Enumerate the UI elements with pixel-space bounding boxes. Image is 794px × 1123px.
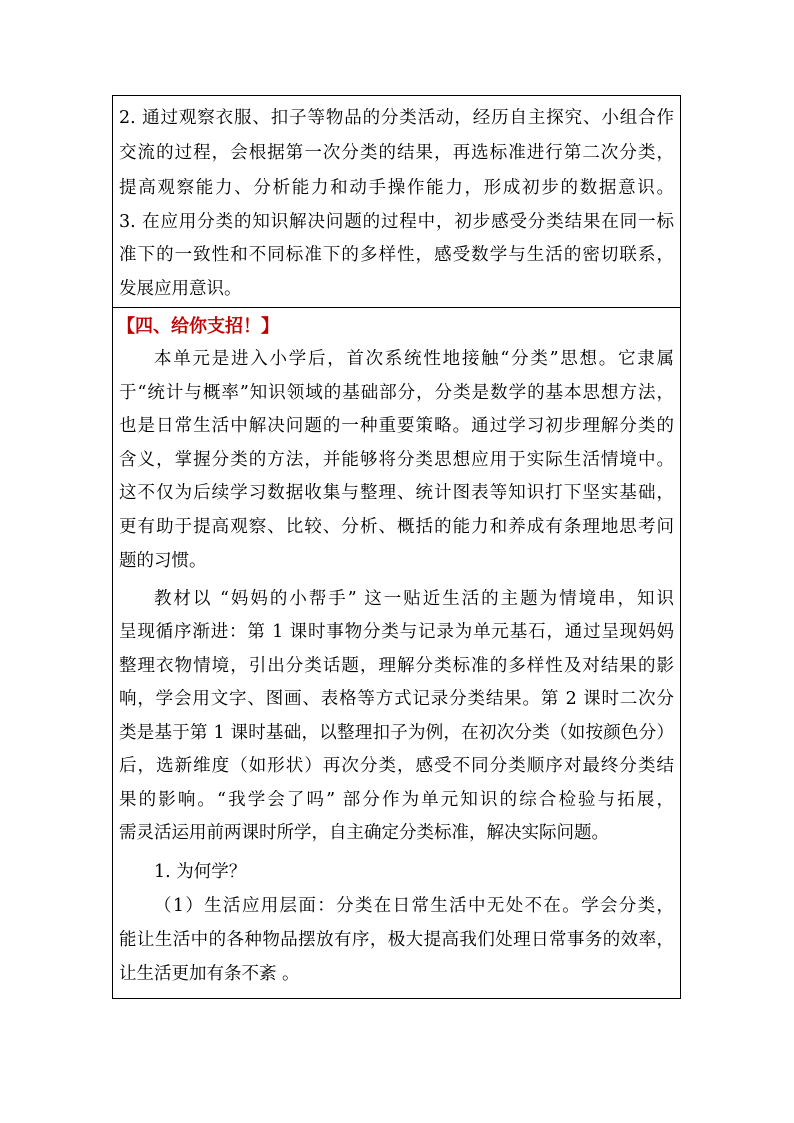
text-line: 响，学会用文字、图画、表格等方式记录分类结果。第 2 课时二次分: [119, 689, 674, 709]
text-line: 含义，掌握分类的方法，并能够将分类思想应用于实际生活情境中。: [119, 450, 674, 470]
text-line: 整理衣物情境，引出分类话题，理解分类标准的多样性及对结果的影: [119, 656, 674, 676]
content-table: [112, 95, 681, 999]
text-line: 本单元是进入小学后，首次系统性地接触“分类”思想。它隶属: [154, 349, 674, 369]
text-line: 呈现循序渐进：第 1 课时事物分类与记录为单元基石，通过呈现妈妈: [119, 622, 674, 642]
text-line: 题的习惯。: [119, 551, 207, 571]
text-line: 能让生活中的各种物品摆放有序，极大提高我们处理日常事务的效率，: [119, 930, 674, 950]
text-line: 更有助于提高观察、比较、分析、概括的能力和养成有条理地思考问: [119, 517, 674, 537]
subheading: 1. 为何学？: [154, 862, 247, 882]
text-line: 需灵活运用前两课时所学，自主确定分类标准，解决实际问题。: [119, 823, 609, 843]
text-line: 后，选新维度（如形状）再次分类，感受不同分类顺序对最终分类结: [119, 756, 674, 776]
text-line: 于“统计与概率”知识领域的基础部分，分类是数学的基本思想方法，: [119, 383, 674, 403]
objectives-cell: [113, 96, 680, 308]
text-line: 2. 通过观察衣服、扣子等物品的分类活动，经历自主探究、小组合作: [119, 108, 674, 128]
tips-cell: [113, 308, 680, 998]
text-line: 提高观察能力、分析能力和动手操作能力，形成初步的数据意识。: [119, 178, 674, 198]
text-line: 类是基于第 1 课时基础，以整理扣子为例，在初次分类（如按颜色分）: [119, 723, 674, 743]
text-line: 发展应用意识。: [119, 279, 242, 299]
text-line: 教材以 “妈妈的小帮手” 这一贴近生活的主题为情境串，知识: [154, 589, 674, 609]
text-line: 3. 在应用分类的知识解决问题的过程中，初步感受分类结果在同一标: [119, 212, 674, 232]
text-line: 也是日常生活中解决问题的一种重要策略。通过学习初步理解分类的: [119, 416, 674, 436]
text-line: 准下的一致性和不同标准下的多样性，感受数学与生活的密切联系，: [119, 245, 674, 265]
section-heading: 【四、给你支招！】: [117, 316, 279, 337]
text-line: 交流的过程，会根据第一次分类的结果，再选标准进行第二次分类，: [119, 143, 674, 163]
text-line: 果的影响。“我学会了吗” 部分作为单元知识的综合检验与拓展，: [119, 790, 674, 810]
text-line: （1）生活应用层面：分类在日常生活中无处不在。学会分类，: [154, 896, 674, 916]
text-line: 让生活更加有条不紊 。: [119, 964, 300, 984]
text-line: 这不仅为后续学习数据收集与整理、统计图表等知识打下坚实基础，: [119, 483, 674, 503]
